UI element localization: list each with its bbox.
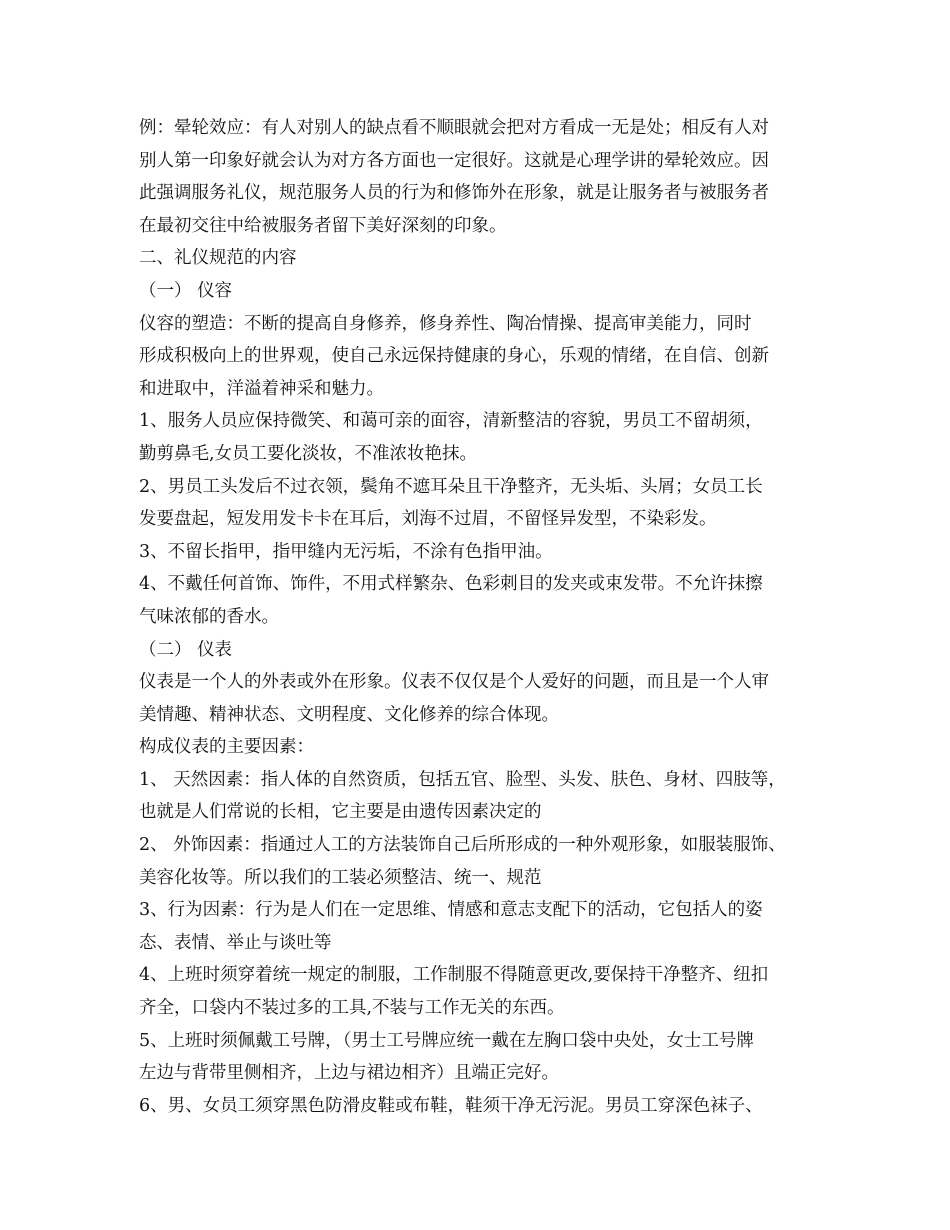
list-item-line: 2、 外饰因素：指通过人工的方法装饰自己后所形成的一种外观形象，如服装服饰、 [139,835,786,856]
list-item-line: 气味浓郁的香水。 [139,606,279,627]
subsection-heading: （一） 仪容 [139,280,233,301]
list-item-line: 发要盘起，短发用发卡卡在耳后，刘海不过眉，不留怪异发型，不染彩发。 [139,509,717,530]
list-item-line: 6、男、女员工须穿黑色防滑皮鞋或布鞋，鞋须干净无污泥。男员工穿深色袜子、 [139,1095,763,1116]
list-item-line: 勤剪鼻毛,女员工要化淡妆，不准浓妆艳抹。 [139,443,478,464]
list-item-line: 5、上班时须佩戴工号牌，（男士工号牌应统一戴在左胸口袋中央处，女士工号牌 [139,1030,754,1051]
section-heading: 二、礼仪规范的内容 [139,248,297,269]
list-item-line: 美容化妆等。所以我们的工装必须整洁、统一、规范 [139,867,542,888]
paragraph-line: 例：晕轮效应：有人对别人的缺点看不顺眼就会把对方看成一无是处；相反有人对 [139,118,769,138]
list-item-line: 齐全，口袋内不装过多的工具,不装与工作无关的东西。 [139,998,565,1019]
paragraph-line: 构成仪表的主要因素： [139,737,314,758]
paragraph-line: 仪表是一个人的外表或外在形象。仪表不仅仅是个人爱好的问题，而且是一个人审 [139,672,769,693]
list-item-line: 4、不戴任何首饰、饰件，不用式样繁杂、色彩刺目的发夹或束发带。不允许抹擦 [139,574,763,595]
list-item-line: 4、上班时须穿着统一规定的制服，工作制服不得随意更改,要保持干净整齐、纽扣 [139,965,769,986]
paragraph-line: 仪容的塑造：不断的提高自身修养，修身养性、陶冶情操、提高审美能力，同时 [139,313,752,334]
paragraph-line: 在最初交往中给被服务者留下美好深刻的印象。 [139,215,507,236]
list-item-line: 也就是人们常说的长相，它主要是由遗传因素决定的 [139,802,542,823]
paragraph-line: 和进取中，洋溢着神采和魅力。 [139,378,384,399]
list-item-line: 3、不留长指甲，指甲缝内无污垢，不涂有色指甲油。 [139,541,553,562]
list-item-line: 1、服务人员应保持微笑、和蔼可亲的面容，清新整洁的容貌，男员工不留胡须， [139,411,763,432]
paragraph-line: 此强调服务礼仪，规范服务人员的行为和修饰外在形象，就是让服务者与被服务者 [139,183,769,204]
paragraph-line: 美情趣、精神状态、文明程度、文化修养的综合体现。 [139,704,559,725]
subsection-heading: （二） 仪表 [139,639,233,660]
paragraph-line: 别人第一印象好就会认为对方各方面也一定很好。这就是心理学讲的晕轮效应。因 [139,150,769,171]
list-item-line: 3、行为因素：行为是人们在一定思维、情感和意志支配下的活动，它包括人的姿 [139,900,763,921]
list-item-line: 1、 天然因素：指人体的自然资质，包括五官、脸型、头发、肤色、身材、四肢等， [139,769,786,790]
list-item-line: 态、表情、举止与谈吐等 [139,932,332,953]
paragraph-line: 形成积极向上的世界观，使自己永远保持健康的身心，乐观的情绪，在自信、创新 [139,346,769,367]
document-body [139,112,839,1122]
list-item-line: 2、男员工头发后不过衣领，鬓角不遮耳朵且干净整齐，无头垢、头屑；女员工长 [139,476,763,497]
list-item-line: 左边与背带里侧相齐，上边与裙边相齐）且端正完好。 [139,1063,559,1084]
